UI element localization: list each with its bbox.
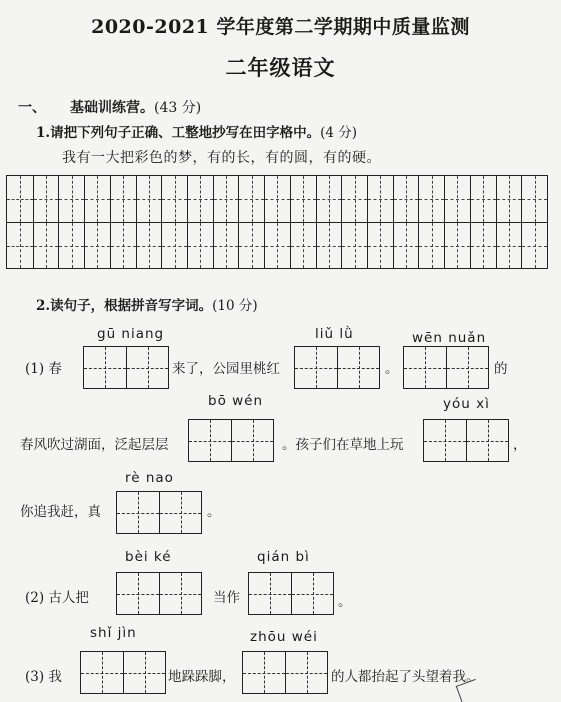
grid-guide-horizontal <box>85 246 110 247</box>
copy-grid-cell[interactable] <box>393 222 419 268</box>
grid-cell[interactable] <box>126 347 168 388</box>
copy-grid-cell[interactable] <box>136 222 162 268</box>
grid-guide-horizontal <box>394 199 419 200</box>
question-2-text: 2.读句子，根据拼音写字词。 <box>36 298 213 314</box>
grid-guide-horizontal <box>291 199 316 200</box>
copy-grid-cell[interactable] <box>444 222 470 268</box>
grid-cell[interactable] <box>189 420 231 461</box>
grid-guide-horizontal <box>232 441 273 442</box>
copy-grid-cell[interactable] <box>7 222 33 268</box>
section-title: 基础训练营。 <box>70 100 154 116</box>
grid-guide-horizontal <box>239 246 264 247</box>
line-2-text: 春风吹过湖面，泛起层层 <box>20 437 169 453</box>
copy-grid-cell[interactable] <box>187 222 213 268</box>
copy-grid-cell[interactable] <box>238 176 264 222</box>
grid-cell[interactable] <box>291 573 333 614</box>
grid-guide-horizontal <box>317 199 342 200</box>
answer-grid-guniang[interactable] <box>83 346 169 389</box>
grid-cell[interactable] <box>285 652 327 693</box>
section-heading <box>18 97 201 117</box>
pinyin-bowen: bō wén <box>208 393 264 409</box>
grid-guide-horizontal <box>404 368 446 369</box>
copy-grid-cell[interactable] <box>521 222 547 268</box>
copy-grid-cell[interactable] <box>290 222 316 268</box>
copy-grid-cell[interactable] <box>444 176 470 222</box>
grid-guide-horizontal <box>243 673 285 674</box>
pinyin-beike: bèi ké <box>125 549 172 565</box>
copy-grid-cell[interactable] <box>496 222 522 268</box>
grid-guide-horizontal <box>447 368 488 369</box>
grid-guide-horizontal <box>522 246 547 247</box>
grid-guide-horizontal <box>394 246 419 247</box>
grid-guide-horizontal <box>7 246 33 247</box>
copy-grid-cell[interactable] <box>136 176 162 222</box>
grid-cell[interactable] <box>466 420 508 461</box>
grid-cell[interactable] <box>231 420 273 461</box>
grid-guide-horizontal <box>497 246 522 247</box>
grid-guide-horizontal <box>292 594 333 595</box>
period-mark-3: 。 <box>338 594 352 610</box>
grid-guide-horizontal <box>81 673 123 674</box>
copy-grid-cell[interactable] <box>367 222 393 268</box>
period-mark: 。 <box>385 361 399 377</box>
grid-guide-horizontal <box>188 246 213 247</box>
answer-grid-renao[interactable] <box>116 491 202 534</box>
grid-guide-horizontal <box>239 199 264 200</box>
grid-guide-horizontal <box>295 368 337 369</box>
copy-grid-cell[interactable] <box>521 176 547 222</box>
pinyin-shijin: shǐ jìn <box>90 625 137 641</box>
copy-grid-cell[interactable] <box>470 222 496 268</box>
comma-mark: ， <box>513 437 527 453</box>
copy-grid-cell[interactable] <box>316 222 342 268</box>
grid-guide-horizontal <box>59 199 84 200</box>
answer-grid-liulu[interactable] <box>294 346 380 389</box>
grid-cell[interactable] <box>337 347 379 388</box>
grid-guide-horizontal <box>214 246 239 247</box>
grid-cell[interactable] <box>295 347 337 388</box>
pinyin-liulu: liǔ lǜ <box>315 326 354 342</box>
copy-grid-cell[interactable] <box>33 222 59 268</box>
copy-grid-cell[interactable] <box>367 176 393 222</box>
answer-grid-zhouwei[interactable] <box>242 651 328 694</box>
answer-grid-wennuan[interactable] <box>403 346 489 389</box>
question-2-prompt <box>36 294 258 314</box>
grid-guide-horizontal <box>59 246 84 247</box>
grid-guide-horizontal <box>445 246 470 247</box>
grid-cell[interactable] <box>117 492 159 533</box>
grid-guide-horizontal <box>249 594 291 595</box>
grid-guide-horizontal <box>84 368 126 369</box>
grid-guide-horizontal <box>419 246 444 247</box>
grid-guide-horizontal <box>368 199 393 200</box>
grid-guide-horizontal <box>160 594 201 595</box>
copy-grid-cell[interactable] <box>161 222 187 268</box>
grid-guide-horizontal <box>85 199 110 200</box>
exam-title: 2020-2021 学年度第二学期期中质量监测 <box>91 16 470 38</box>
question-1-text: 1.请把下列句子正确、工整地抄写在田字格中。 <box>36 125 321 141</box>
item-3-label: (3) 我 <box>25 669 62 685</box>
grid-guide-horizontal <box>214 199 239 200</box>
grid-guide-horizontal <box>317 246 342 247</box>
answer-grid-qianbi[interactable] <box>248 572 334 615</box>
grid-guide-horizontal <box>424 441 466 442</box>
grid-guide-horizontal <box>162 246 187 247</box>
grid-cell[interactable] <box>424 420 466 461</box>
section-points: (43 分) <box>154 100 202 116</box>
grid-cell[interactable] <box>446 347 488 388</box>
pinyin-zhouwei: zhōu wéi <box>250 629 318 645</box>
grid-guide-horizontal <box>265 199 290 200</box>
copy-grid-cell[interactable] <box>213 176 239 222</box>
copy-grid-cell[interactable] <box>418 176 444 222</box>
grid-guide-horizontal <box>265 246 290 247</box>
copy-writing-grid[interactable] <box>6 175 548 269</box>
pinyin-renao: rè nao <box>125 470 174 486</box>
exam-subtitle: 二年级语文 <box>225 55 336 80</box>
grid-cell[interactable] <box>84 347 126 388</box>
answer-grid-shijin[interactable] <box>80 651 166 694</box>
grid-guide-horizontal <box>188 199 213 200</box>
grid-guide-horizontal <box>111 246 136 247</box>
copy-grid-cell[interactable] <box>264 176 290 222</box>
copy-grid-cell[interactable] <box>496 176 522 222</box>
grid-guide-horizontal <box>34 199 59 200</box>
question-2-points: (10 分) <box>212 298 258 314</box>
grid-guide-horizontal <box>189 441 231 442</box>
copy-grid-cell[interactable] <box>316 176 342 222</box>
text-dangzuo: 当作 <box>213 590 240 606</box>
grid-guide-horizontal <box>286 673 327 674</box>
item-1-label: (1) 春 <box>25 361 62 377</box>
copy-grid-cell[interactable] <box>84 176 110 222</box>
period-mark-2: 。 <box>207 504 221 520</box>
pinyin-youxi: yóu xì <box>443 396 490 412</box>
copy-grid-cell[interactable] <box>58 176 84 222</box>
pinyin-qianbi: qián bì <box>257 549 310 565</box>
grid-guide-horizontal <box>162 199 187 200</box>
copy-grid-cell[interactable] <box>161 176 187 222</box>
grid-guide-horizontal <box>127 368 168 369</box>
pinyin-guniang: gū niang <box>97 326 165 342</box>
line-2-mid: 。孩子们在草地上玩 <box>282 437 404 453</box>
text-duojiao: 地跺跺脚， <box>168 669 236 685</box>
text-after-guniang: 来了，公园里桃红 <box>172 361 280 377</box>
question-1-points: (4 分) <box>320 125 358 141</box>
copy-grid-cell[interactable] <box>213 222 239 268</box>
answer-grid-beike[interactable] <box>116 572 202 615</box>
copy-grid-cell[interactable] <box>238 222 264 268</box>
grid-cell[interactable] <box>243 652 285 693</box>
grid-guide-horizontal <box>7 199 33 200</box>
answer-grid-bowen[interactable] <box>188 419 274 462</box>
grid-guide-horizontal <box>137 199 162 200</box>
text-de: 的 <box>494 361 508 377</box>
grid-guide-horizontal <box>291 246 316 247</box>
copy-grid-cell[interactable] <box>290 176 316 222</box>
grid-guide-horizontal <box>471 199 496 200</box>
copy-grid-cell[interactable] <box>187 176 213 222</box>
section-number: 一、 <box>18 100 46 116</box>
copy-grid-cell[interactable] <box>110 176 136 222</box>
grid-guide-horizontal <box>342 246 367 247</box>
grid-guide-horizontal <box>117 594 159 595</box>
grid-guide-horizontal <box>117 513 159 514</box>
grid-cell[interactable] <box>123 652 165 693</box>
copy-grid-cell[interactable] <box>341 222 367 268</box>
copy-grid-cell[interactable] <box>264 222 290 268</box>
text-end: 的人都抬起了头望着我。 <box>331 669 480 685</box>
grid-guide-horizontal <box>111 199 136 200</box>
line-3-text: 你追我赶，真 <box>20 504 101 520</box>
copy-grid-cell[interactable] <box>110 222 136 268</box>
copy-sentence: 我有一大把彩色的梦，有的长，有的圆，有的硬。 <box>62 150 381 166</box>
pinyin-wennuan: wēn nuǎn <box>412 330 487 346</box>
grid-cell[interactable] <box>404 347 446 388</box>
grid-cell[interactable] <box>249 573 291 614</box>
copy-grid-cell[interactable] <box>33 176 59 222</box>
grid-guide-horizontal <box>471 246 496 247</box>
grid-cell[interactable] <box>117 573 159 614</box>
copy-grid-cell[interactable] <box>418 222 444 268</box>
grid-guide-horizontal <box>137 246 162 247</box>
grid-guide-horizontal <box>522 199 547 200</box>
grid-guide-horizontal <box>368 246 393 247</box>
copy-grid-cell[interactable] <box>58 222 84 268</box>
copy-grid-cell[interactable] <box>7 176 33 222</box>
grid-guide-horizontal <box>34 246 59 247</box>
grid-guide-horizontal <box>338 368 379 369</box>
grid-guide-horizontal <box>342 199 367 200</box>
grid-guide-horizontal <box>160 513 201 514</box>
answer-grid-youxi[interactable] <box>423 419 509 462</box>
grid-cell[interactable] <box>159 492 201 533</box>
grid-guide-horizontal <box>497 199 522 200</box>
item-2-label: (2) 古人把 <box>25 590 89 606</box>
grid-guide-horizontal <box>445 199 470 200</box>
grid-guide-horizontal <box>467 441 508 442</box>
grid-cell[interactable] <box>159 573 201 614</box>
copy-grid-cell[interactable] <box>393 176 419 222</box>
grid-guide-horizontal <box>124 673 165 674</box>
copy-grid-cell[interactable] <box>470 176 496 222</box>
grid-guide-horizontal <box>419 199 444 200</box>
question-1-prompt <box>36 121 357 141</box>
grid-cell[interactable] <box>81 652 123 693</box>
copy-grid-cell[interactable] <box>341 176 367 222</box>
copy-grid-cell[interactable] <box>84 222 110 268</box>
